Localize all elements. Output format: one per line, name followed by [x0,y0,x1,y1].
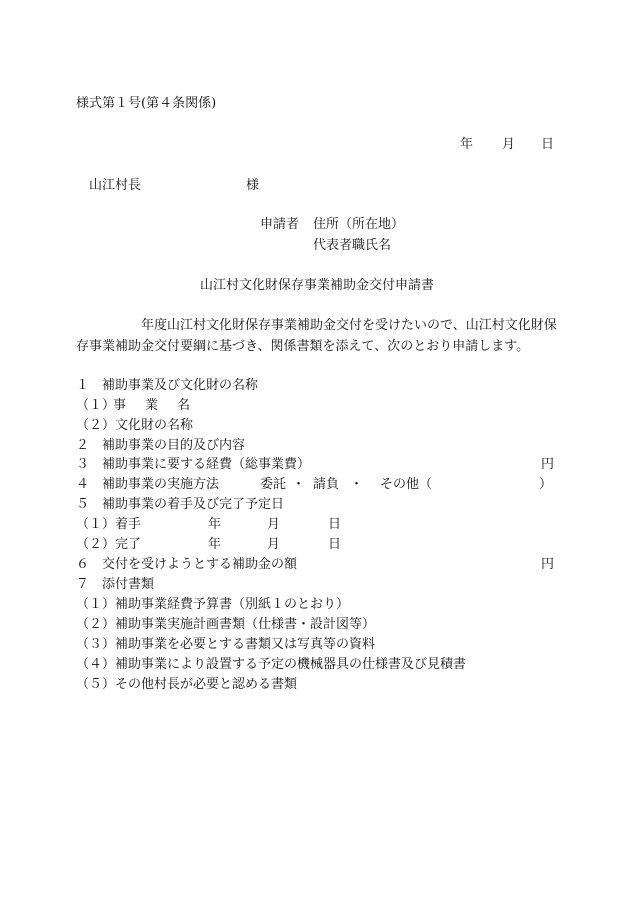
item-4-separator-2: ・ [350,477,364,492]
body-text-line-2: 存事業補助金交付要綱に基づき、関係書類を添えて、次のとおり申請します。 [76,339,530,354]
item-7-4: （４）補助事業により設置する予定の機械器具の仕様書及び見積書 [76,657,467,672]
item-5-1-year: 年 [208,517,222,532]
date-year-label: 年 [460,137,474,152]
item-7-3: （３）補助事業を必要とする書類又は写真等の資料 [76,637,376,652]
date-day-label: 日 [541,137,555,152]
item-1-1-char-3: 名 [177,398,191,413]
applicant-representative-label: 代表者職氏名 [313,238,392,253]
item-6-unit: 円 [541,557,555,572]
body-text-line-1: 年度山江村文化財保存事業補助金交付を受けたいので、山江村文化財保 [141,318,557,333]
applicant-label: 申請者 [260,217,300,232]
addressee-name: 山江村長 [89,178,142,193]
applicant-address-label: 住所（所在地） [313,217,405,232]
item-1-1-char-1: 事 [113,398,127,413]
item-4-option-contract: 請負 [313,477,340,492]
item-1-2: （２）文化財の名称 [76,418,194,433]
item-2-heading: ２ 補助事業の目的及び内容 [76,438,246,453]
addressee-honorific: 様 [246,178,260,193]
item-4-separator-1: ・ [292,477,306,492]
item-6-heading: ６ 交付を受けようとする補助金の額 [76,557,298,572]
item-3-heading: ３ 補助事業に要する経費（総事業費） [76,457,311,472]
form-number: 様式第１号(第４条関係) [76,96,217,111]
date-month-label: 月 [502,137,516,152]
item-3-unit: 円 [541,457,555,472]
item-5-2-year: 年 [208,537,222,552]
item-7-2: （２）補助事業実施計画書類（仕様書・設計図等） [76,617,376,632]
item-7-5: （５）その他村長が必要と認める書類 [76,677,298,692]
item-4-close-paren: ） [539,477,553,492]
item-1-heading: １ 補助事業及び文化財の名称 [76,378,259,393]
item-5-2-complete: （２）完了 [76,537,142,552]
item-4-option-entrust: 委託 [260,477,287,492]
item-5-1-month: 月 [267,517,281,532]
document-title: 山江村文化財保存事業補助金交付申請書 [200,278,435,293]
item-5-1-day: 日 [328,517,342,532]
item-4-option-other: その他（ [380,477,433,492]
item-1-1-number: （１） [76,398,116,413]
item-7-1: （１）補助事業経費予算書（別紙１のとおり） [76,597,350,612]
item-5-1-start: （１）着手 [76,517,142,532]
item-5-2-month: 月 [267,537,281,552]
item-4-heading: ４ 補助事業の実施方法 [76,477,220,492]
item-5-2-day: 日 [328,537,342,552]
item-7-heading: ７ 添付書類 [76,577,155,592]
item-1-1-char-2: 業 [145,398,159,413]
item-5-heading: ５ 補助事業の着手及び完了予定日 [76,497,285,512]
item-1-1-row [76,399,115,412]
